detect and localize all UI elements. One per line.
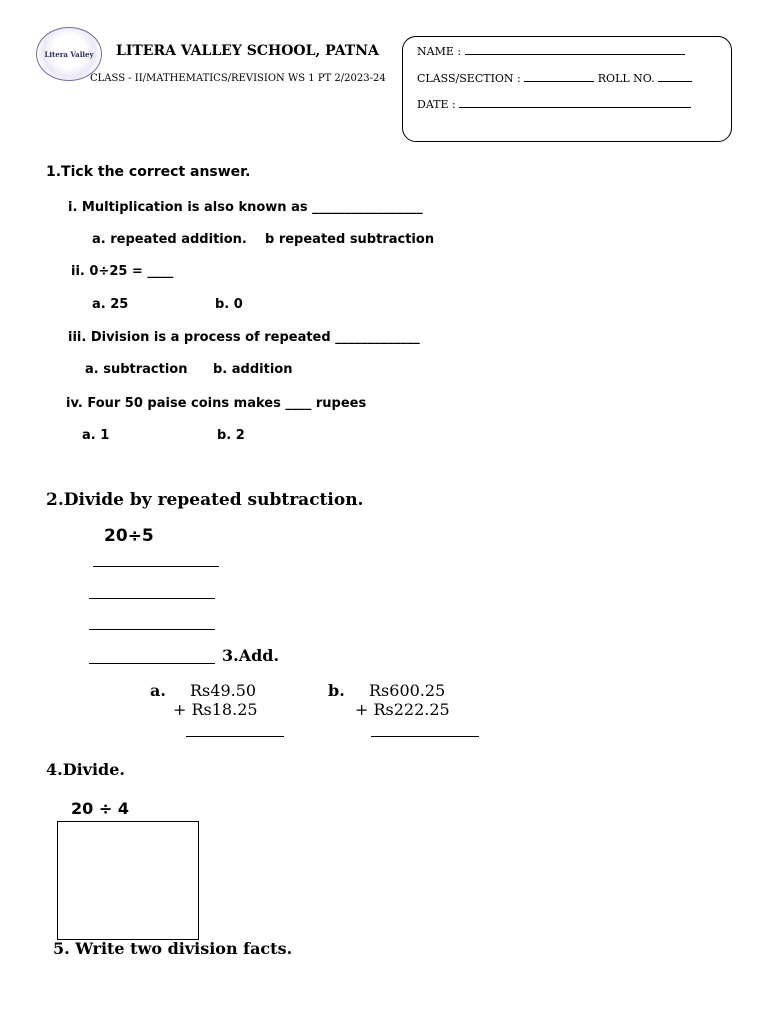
q3-b-top: Rs600.25 (369, 681, 446, 700)
q2-expression: 20÷5 (104, 526, 154, 546)
q2-answer-line[interactable] (93, 566, 219, 567)
q1-iii-option-a[interactable]: a. subtraction (85, 362, 188, 377)
name-label: NAME : (417, 45, 462, 58)
roll-label: ROLL NO. (597, 72, 655, 85)
q1-iii-option-b[interactable]: b. addition (213, 362, 293, 377)
q1-i-option-a[interactable]: a. repeated addition. (92, 232, 247, 247)
q3-b-answer-line[interactable] (371, 736, 479, 737)
q4-answer-box[interactable] (57, 821, 199, 940)
q1-iv-option-a[interactable]: a. 1 (82, 428, 110, 443)
q1-iv-question: iv. Four 50 paise coins makes ____ rupees (66, 396, 367, 411)
worksheet-subtitle: CLASS - II/MATHEMATICS/REVISION WS 1 PT 2/2023-24 (90, 73, 386, 84)
school-name: LITERA VALLEY SCHOOL, PATNA (116, 43, 379, 59)
q1-iv-option-b[interactable]: b. 2 (217, 428, 245, 443)
date-field[interactable] (417, 98, 691, 111)
name-blank[interactable] (465, 45, 685, 55)
class-label: CLASS/SECTION : (417, 72, 521, 85)
date-blank[interactable] (459, 98, 691, 108)
q3-a-label: a. (150, 681, 166, 700)
q2-answer-line[interactable] (89, 663, 215, 664)
q3-a-bottom: + Rs18.25 (173, 700, 258, 719)
q1-i-question: i. Multiplication is also known as _________________ (68, 200, 423, 215)
q1-ii-option-a[interactable]: a. 25 (92, 297, 129, 312)
logo-text: Litera Valley (44, 50, 94, 59)
q1-title: 1.Tick the correct answer. (46, 164, 251, 180)
q2-title: 2.Divide by repeated subtraction. (46, 490, 364, 510)
q3-a-answer-line[interactable] (186, 736, 284, 737)
q1-ii-question: ii. 0÷25 = ____ (71, 264, 174, 279)
q4-expression: 20 ÷ 4 (71, 799, 129, 818)
q1-i-option-b[interactable]: b repeated subtraction (265, 232, 435, 247)
q3-b-bottom: + Rs222.25 (355, 700, 450, 719)
q3-b-label: b. (328, 681, 345, 700)
class-roll-field[interactable] (417, 72, 692, 85)
q3-a-top: Rs49.50 (190, 681, 257, 700)
roll-blank[interactable] (658, 72, 692, 82)
q2-answer-line[interactable] (89, 598, 215, 599)
date-label: DATE : (417, 98, 456, 111)
student-info-box (402, 36, 732, 142)
q3-title: 3.Add. (222, 646, 280, 665)
q4-title: 4.Divide. (46, 760, 125, 779)
q1-iii-question: iii. Division is a process of repeated _____________ (68, 330, 420, 345)
q5-title: 5. Write two division facts. (53, 939, 293, 958)
q2-answer-line[interactable] (89, 629, 215, 630)
class-blank[interactable] (524, 72, 594, 82)
name-field[interactable] (417, 45, 685, 58)
q1-ii-option-b[interactable]: b. 0 (215, 297, 243, 312)
